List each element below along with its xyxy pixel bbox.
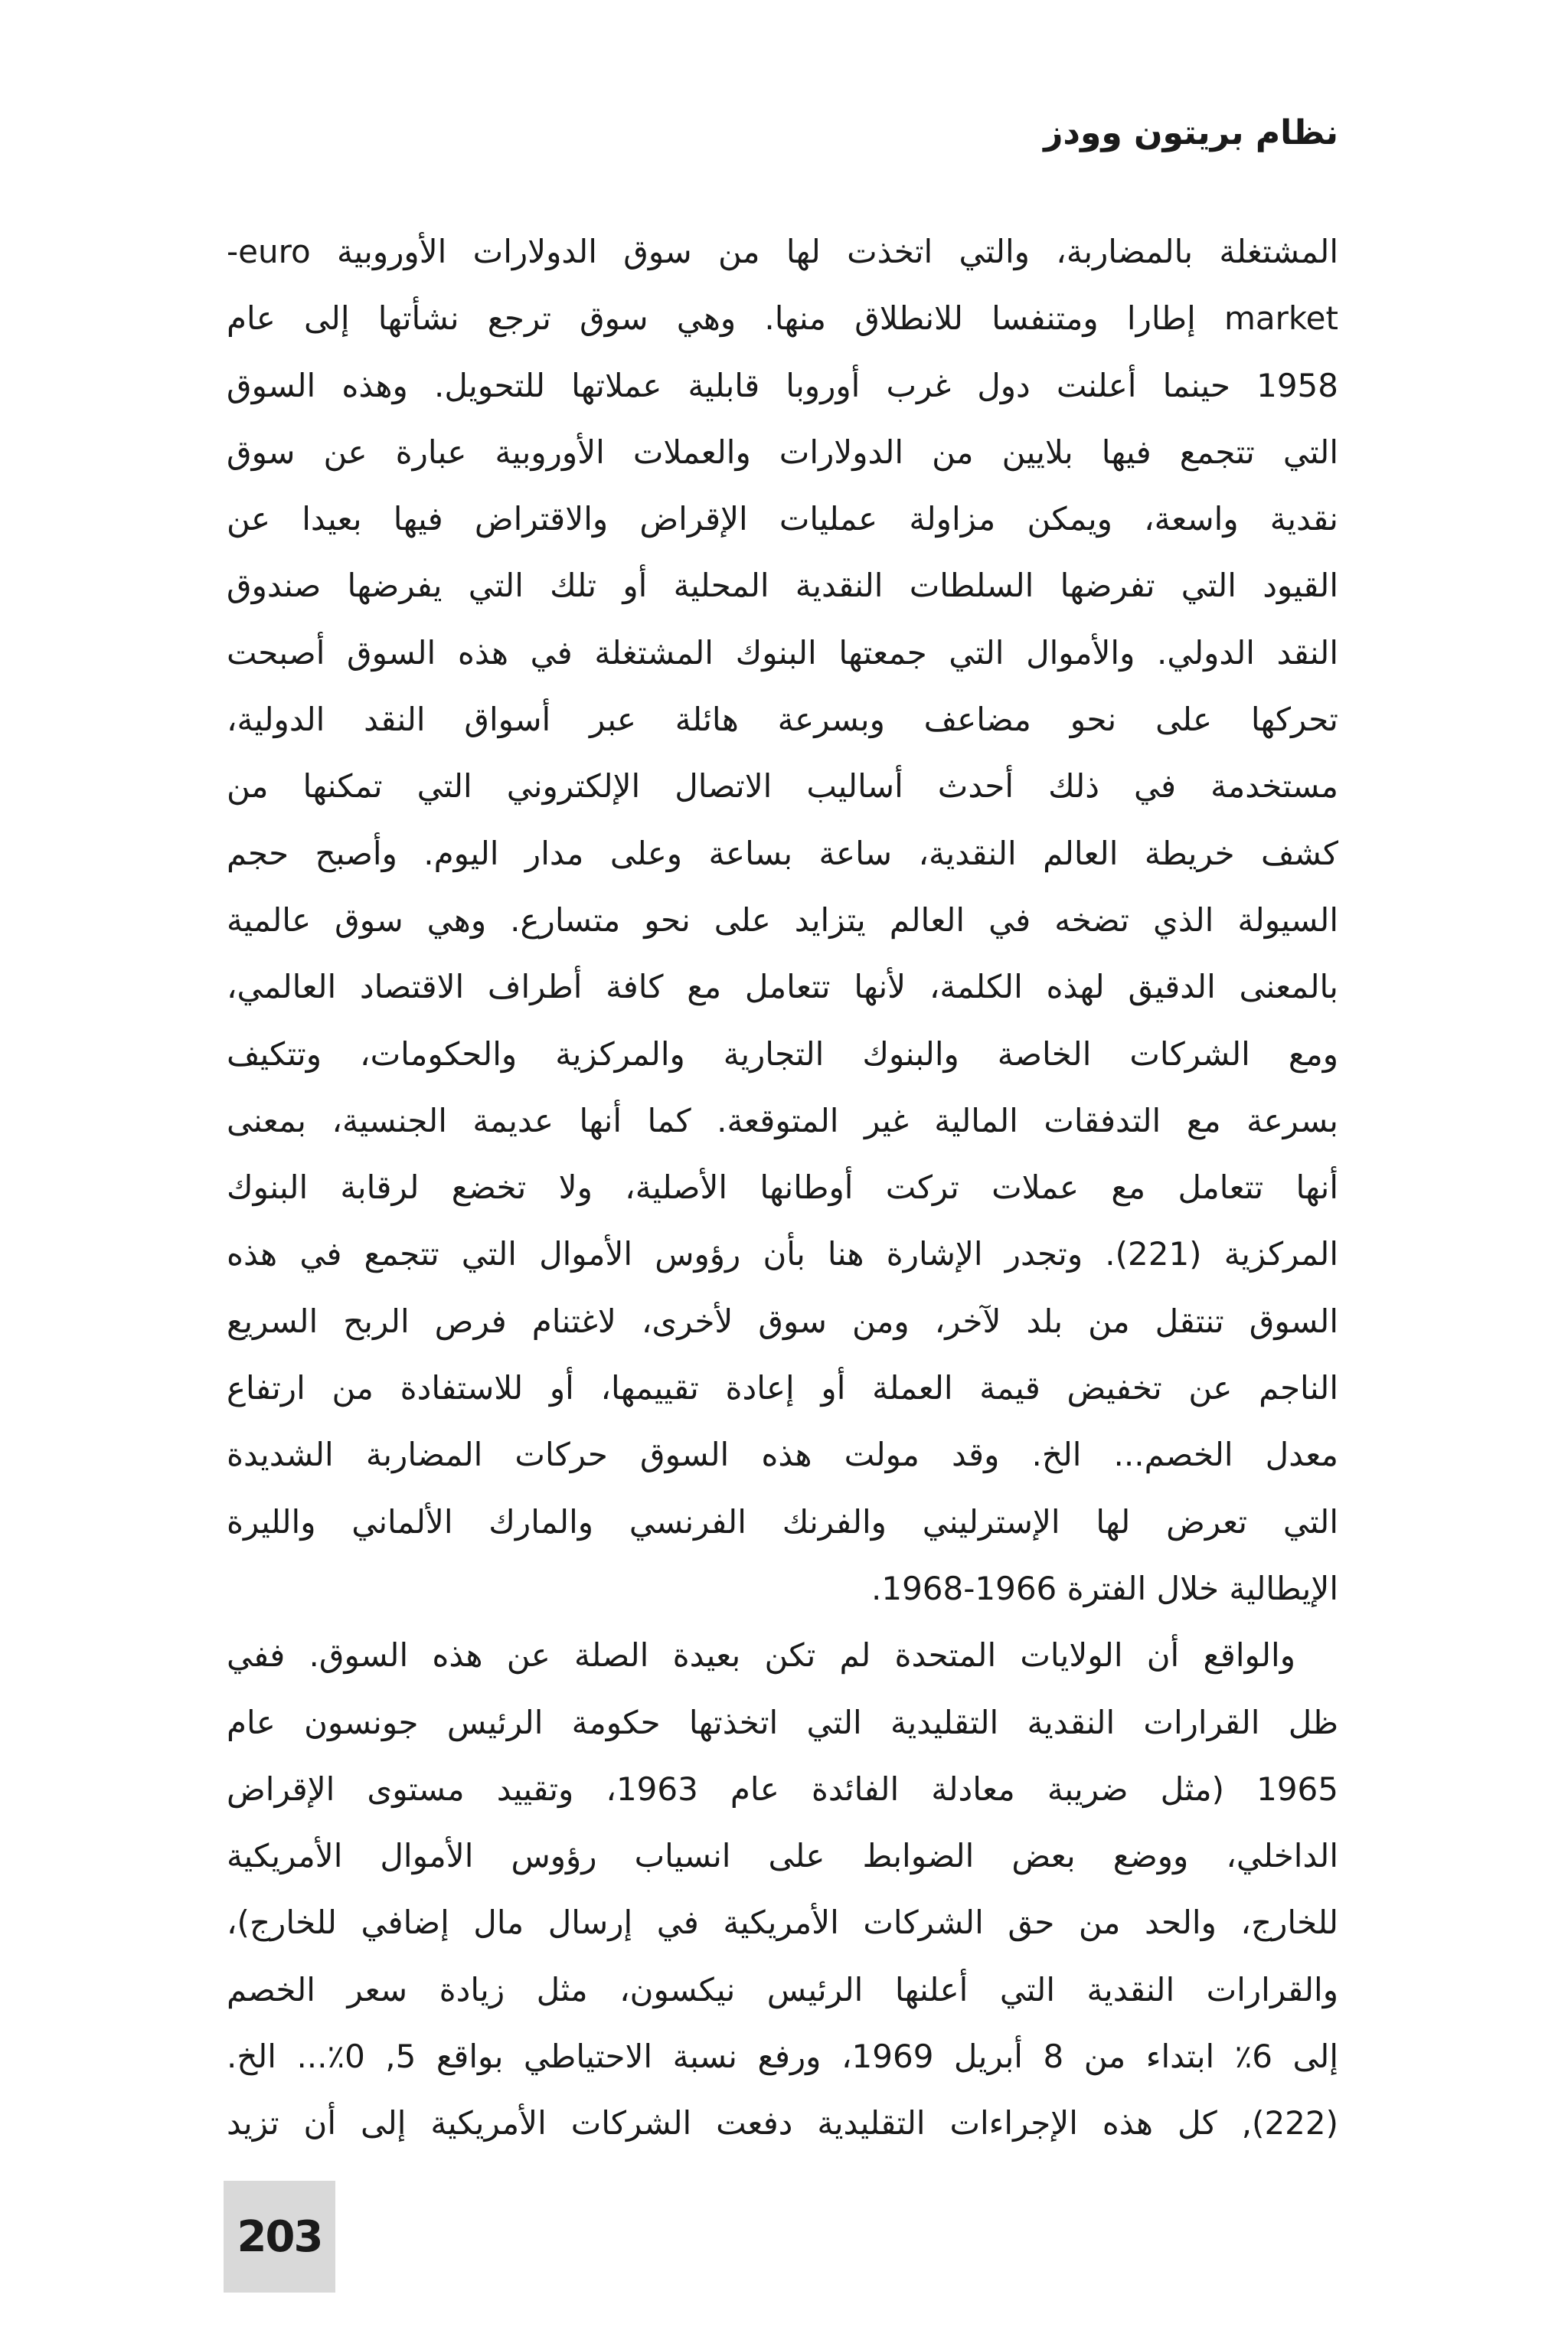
text-line: التي تتجمع فيها بلايين من الدولارات والعملات الأوروبية عبارة عن سوق	[227, 433, 1338, 471]
body-text	[227, 218, 1338, 2157]
text-line: 1965 (مثل ضريبة معادلة الفائدة عام 1963، وتقييد مستوى الإقراض	[227, 1770, 1338, 1808]
text-line: معدل الخصم... الخ. وقد مولت هذه السوق حركات المضاربة الشديدة	[227, 1436, 1338, 1474]
text-line: بالمعنى الدقيق لهذه الكلمة، لأنها تتعامل مع كافة أطراف الاقتصاد العالمي،	[227, 968, 1338, 1006]
text-line: (222), كل هذه الإجراءات التقليدية دفعت الشركات الأمريكية إلى أن تزيد	[227, 2104, 1338, 2142]
text-line: نقدية واسعة، ويمكن مزاولة عمليات الإقراض والاقتراض فيها بعيدا عن	[227, 500, 1338, 538]
text-line: المشتغلة بالمضاربة، والتي اتخذت لها من سوق الدولارات الأوروبية euro-	[227, 233, 1338, 270]
text-line: تحركها على نحو مضاعف وبسرعة هائلة عبر أسواق النقد الدولية،	[227, 701, 1338, 739]
text-line: النقد الدولي. والأموال التي جمعتها البنوك المشتغلة في هذه السوق أصبحت	[227, 633, 1338, 672]
text-line: الإيطالية خلال الفترة 1966-1968.	[871, 1569, 1338, 1607]
text-line: التي تعرض لها الإسترليني والفرنك الفرنسي والمارك الألماني والليرة	[227, 1502, 1338, 1541]
text-line: إلى 6٪ ابتداء من 8 أبريل 1969، ورفع نسبة الاحتياطي بواقع 5, 0٪... الخ.	[227, 2038, 1338, 2076]
text-line: مستخدمة في ذلك أحدث أساليب الاتصال الإلكتروني التي تمكنها من	[227, 767, 1338, 806]
text-line: 1958 حينما أعلنت دول غرب أوروبا قابلية عملاتها للتحويل. وهذه السوق	[227, 366, 1338, 404]
text-line: market إطارا ومتنفسا للانطلاق منها. وهي سوق ترجع نشأتها إلى عام	[227, 299, 1338, 338]
text-line: السيولة الذي تضخه في العالم يتزايد على نحو متسارع. وهي سوق عالمية	[227, 900, 1338, 939]
text-line: للخارج، والحد من حق الشركات الأمريكية في إرسال مال إضافي للخارج)،	[227, 1904, 1338, 1942]
text-line: الناجم عن تخفيض قيمة العملة أو إعادة تقييمها، أو للاستفادة من ارتفاع	[227, 1369, 1338, 1407]
text-line: والقرارات النقدية التي أعلنها الرئيس نيكسون، مثل زيادة سعر الخصم	[227, 1970, 1338, 2008]
text-line: القيود التي تفرضها السلطات النقدية المحلية أو تلك التي يفرضها صندوق	[227, 567, 1338, 605]
text-line: المركزية (221). وتجدر الإشارة هنا بأن رؤوس الأموال التي تتجمع في هذه	[227, 1235, 1338, 1273]
text-line: كشف خريطة العالم النقدية، ساعة بساعة وعلى مدار اليوم. وأصبح حجم	[227, 834, 1338, 872]
text-line: ظل القرارات النقدية التقليدية التي اتخذتها حكومة الرئيس جونسون عام	[227, 1703, 1338, 1741]
paragraph-2	[227, 1622, 1338, 2156]
text-line: بسرعة مع التدفقات المالية غير المتوقعة. كما أنها عديمة الجنسية، بمعنى	[227, 1101, 1338, 1139]
running-header: نظام بريتون وودز	[1044, 113, 1338, 152]
text-line: أنها تتعامل مع عملات تركت أوطانها الأصلية، ولا تخضع لرقابة البنوك	[227, 1168, 1338, 1207]
text-line: السوق تنتقل من بلد لآخر، ومن سوق لأخرى، لاغتنام فرص الربح السريع	[227, 1302, 1338, 1340]
text-line: والواقع أن الولايات المتحدة لم تكن بعيدة الصلة عن هذه السوق. ففي	[227, 1636, 1295, 1675]
text-line: الداخلي، ووضع بعض الضوابط على انسياب رؤوس الأموال الأمريكية	[227, 1837, 1338, 1875]
page-number: 203	[237, 2212, 322, 2262]
text-line: ومع الشركات الخاصة والبنوك التجارية والمركزية والحكومات، وتتكيف	[227, 1034, 1338, 1073]
paragraph-1	[227, 218, 1338, 1622]
